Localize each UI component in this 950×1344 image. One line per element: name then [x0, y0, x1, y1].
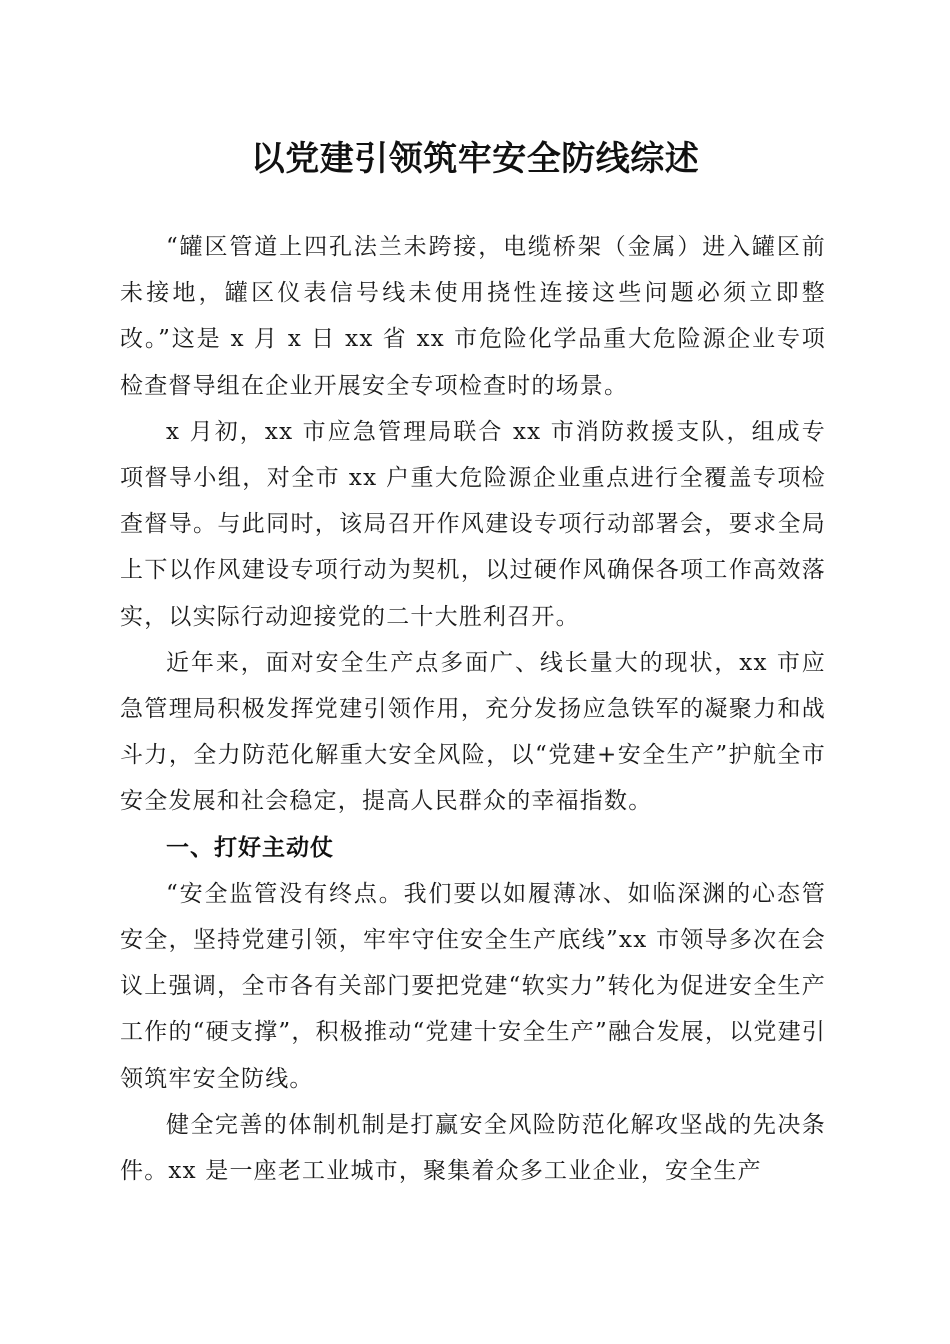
- document-body: [120, 224, 826, 1194]
- paragraph: 健全完善的体制机制是打赢安全风险防范化解攻坚战的先决条件。xx 是一座老工业城市，聚集着众多工业企业，安全生产: [120, 1111, 826, 1185]
- paragraph: 近年来，面对安全生产点多面广、线长量大的现状，xx 市应急管理局积极发挥党建引领作用，充分发扬应急铁军的凝聚力和战斗力，全力防范化解重大安全风险，以“党建+安全生产”护航全市安全发展和社会稳定，提高人民群众的幸福指数。: [120, 649, 826, 815]
- paragraph: “罐区管道上四孔法兰未跨接，电缆桥架（金属）进入罐区前未接地，罐区仪表信号线未使用挠性连接这些问题必须立即整改。”这是 x 月 x 日 xx 省 xx 市危险化学品重大危险源企业专项检查督导组在企业开展安全专项检查时的场景。: [120, 234, 826, 399]
- paragraph: x 月初，xx 市应急管理局联合 xx 市消防救援支队，组成专项督导小组，对全市 xx 户重大危险源企业重点进行全覆盖专项检查督导。与此同时，该局召开作风建设专项行动部署会，要求全局上下以作风建设专项行动为契机，以过硬作风确保各项工作高效落实，以实际行动迎接党的二十大胜利召开。: [120, 418, 826, 630]
- document-title: 以党建引领筑牢安全防线综述: [250, 139, 700, 179]
- section-heading: 一、打好主动仗: [166, 834, 334, 861]
- paragraph: “安全监管没有终点。我们要以如履薄冰、如临深渊的心态管安全，坚持党建引领，牢牢守住安全生产底线”xx 市领导多次在会议上强调，全市各有关部门要把党建“软实力”转化为促进安全生产工作的“硬支撑”，积极推动“党建十安全生产”融合发展，以党建引领筑牢安全防线。: [120, 880, 826, 1092]
